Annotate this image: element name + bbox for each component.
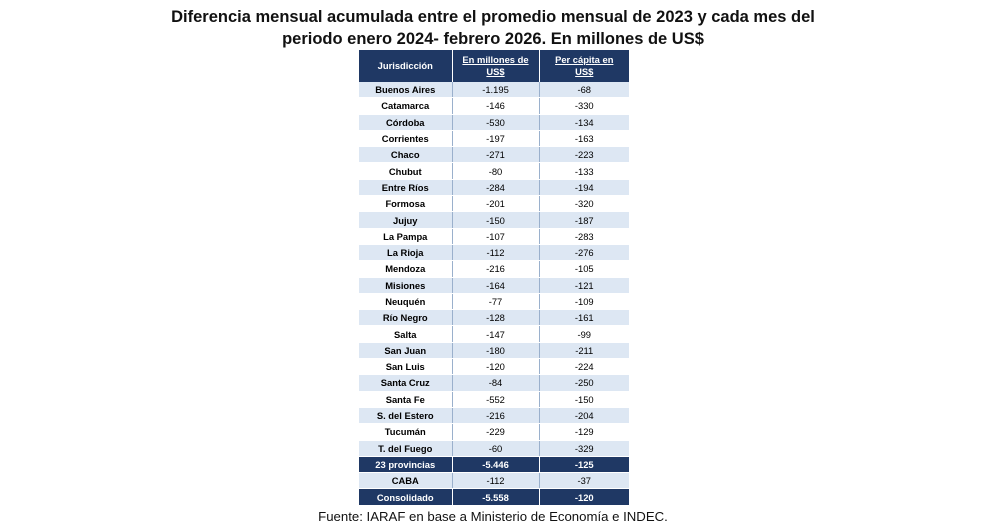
table-row	[359, 440, 629, 456]
cell-jurisdiccion: Catamarca	[359, 98, 452, 114]
table-row	[359, 163, 629, 179]
cell-per-capita: -194	[539, 179, 629, 195]
table-row	[359, 391, 629, 407]
table-row	[359, 473, 629, 489]
table-row	[359, 147, 629, 163]
cell-millones: -60	[452, 440, 539, 456]
cell-millones: -80	[452, 163, 539, 179]
cell-jurisdiccion: Neuquén	[359, 293, 452, 309]
table-row	[359, 424, 629, 440]
table-row	[359, 196, 629, 212]
cell-millones: -150	[452, 212, 539, 228]
cell-per-capita: -129	[539, 424, 629, 440]
table-row	[359, 261, 629, 277]
table-row	[359, 359, 629, 375]
table-row	[359, 277, 629, 293]
cell-per-capita: -109	[539, 293, 629, 309]
table-row	[359, 293, 629, 309]
cell-jurisdiccion: Entre Ríos	[359, 179, 452, 195]
cell-per-capita: -320	[539, 196, 629, 212]
table-row	[359, 212, 629, 228]
cell-jurisdiccion: Santa Fe	[359, 391, 452, 407]
cell-per-capita: -105	[539, 261, 629, 277]
cell-per-capita: -283	[539, 228, 629, 244]
cell-millones: -1.195	[452, 82, 539, 98]
cell-per-capita: -120	[539, 489, 629, 505]
cell-jurisdiccion: La Pampa	[359, 228, 452, 244]
table-row	[359, 407, 629, 423]
cell-jurisdiccion: Tucumán	[359, 424, 452, 440]
cell-millones: -112	[452, 473, 539, 489]
table-total-row	[359, 489, 629, 505]
cell-jurisdiccion: Chubut	[359, 163, 452, 179]
cell-jurisdiccion: Chaco	[359, 147, 452, 163]
header-millones	[452, 50, 539, 82]
document-title	[0, 6, 986, 50]
table-row	[359, 114, 629, 130]
header-millones-line1: En millones de	[462, 54, 529, 65]
cell-per-capita: -37	[539, 473, 629, 489]
cell-millones: -112	[452, 244, 539, 260]
cell-jurisdiccion: Mendoza	[359, 261, 452, 277]
cell-per-capita: -163	[539, 130, 629, 146]
data-table	[359, 50, 629, 506]
cell-millones: -201	[452, 196, 539, 212]
cell-jurisdiccion: Jujuy	[359, 212, 452, 228]
table-row	[359, 326, 629, 342]
cell-jurisdiccion: San Luis	[359, 359, 452, 375]
cell-millones: -216	[452, 261, 539, 277]
cell-millones: -146	[452, 98, 539, 114]
title-line-2: periodo enero 2024- febrero 2026. En millones de US$	[282, 30, 704, 48]
table-row	[359, 310, 629, 326]
table-row	[359, 375, 629, 391]
cell-per-capita: -330	[539, 98, 629, 114]
cell-jurisdiccion: 23 provincias	[359, 456, 452, 472]
cell-millones: -164	[452, 277, 539, 293]
cell-jurisdiccion: CABA	[359, 473, 452, 489]
cell-jurisdiccion: Formosa	[359, 196, 452, 212]
cell-millones: -84	[452, 375, 539, 391]
cell-per-capita: -161	[539, 310, 629, 326]
cell-jurisdiccion: San Juan	[359, 342, 452, 358]
cell-per-capita: -276	[539, 244, 629, 260]
cell-millones: -271	[452, 147, 539, 163]
header-per-capita	[539, 50, 629, 82]
header-per-capita-line2: US$	[575, 66, 594, 77]
table-row	[359, 98, 629, 114]
cell-millones: -216	[452, 407, 539, 423]
cell-millones: -552	[452, 391, 539, 407]
cell-jurisdiccion: Misiones	[359, 277, 452, 293]
cell-per-capita: -121	[539, 277, 629, 293]
table-row	[359, 130, 629, 146]
cell-jurisdiccion: S. del Estero	[359, 407, 452, 423]
cell-millones: -128	[452, 310, 539, 326]
cell-millones: -197	[452, 130, 539, 146]
header-jurisdiccion	[359, 50, 452, 82]
table-row	[359, 342, 629, 358]
header-per-capita-line1: Per cápita en	[555, 54, 614, 65]
cell-millones: -530	[452, 114, 539, 130]
table-body	[359, 82, 629, 505]
cell-millones: -107	[452, 228, 539, 244]
cell-per-capita: -125	[539, 456, 629, 472]
table-row	[359, 228, 629, 244]
cell-per-capita: -204	[539, 407, 629, 423]
cell-millones: -147	[452, 326, 539, 342]
cell-millones: -120	[452, 359, 539, 375]
cell-per-capita: -224	[539, 359, 629, 375]
cell-jurisdiccion: Buenos Aires	[359, 82, 452, 98]
cell-per-capita: -68	[539, 82, 629, 98]
table-total-row	[359, 456, 629, 472]
cell-jurisdiccion: La Rioja	[359, 244, 452, 260]
cell-jurisdiccion: Corrientes	[359, 130, 452, 146]
source-note: Fuente: IARAF en base a Ministerio de Economía e INDEC.	[318, 509, 668, 524]
cell-per-capita: -150	[539, 391, 629, 407]
cell-millones: -77	[452, 293, 539, 309]
cell-millones: -284	[452, 179, 539, 195]
cell-millones: -180	[452, 342, 539, 358]
table-header-row	[359, 50, 629, 82]
cell-jurisdiccion: Consolidado	[359, 489, 452, 505]
cell-per-capita: -133	[539, 163, 629, 179]
cell-jurisdiccion: T. del Fuego	[359, 440, 452, 456]
cell-per-capita: -223	[539, 147, 629, 163]
cell-jurisdiccion: Córdoba	[359, 114, 452, 130]
data-table-container	[359, 50, 629, 506]
cell-per-capita: -250	[539, 375, 629, 391]
cell-per-capita: -329	[539, 440, 629, 456]
cell-jurisdiccion: Santa Cruz	[359, 375, 452, 391]
table-row	[359, 244, 629, 260]
header-jurisdiccion-label: Jurisdicción	[377, 60, 433, 71]
cell-millones: -229	[452, 424, 539, 440]
cell-jurisdiccion: Río Negro	[359, 310, 452, 326]
cell-millones: -5.558	[452, 489, 539, 505]
cell-jurisdiccion: Salta	[359, 326, 452, 342]
cell-millones: -5.446	[452, 456, 539, 472]
cell-per-capita: -187	[539, 212, 629, 228]
header-millones-line2: US$	[486, 66, 505, 77]
cell-per-capita: -134	[539, 114, 629, 130]
cell-per-capita: -99	[539, 326, 629, 342]
cell-per-capita: -211	[539, 342, 629, 358]
table-row	[359, 82, 629, 98]
title-line-1: Diferencia mensual acumulada entre el promedio mensual de 2023 y cada mes del	[171, 8, 815, 26]
table-row	[359, 179, 629, 195]
